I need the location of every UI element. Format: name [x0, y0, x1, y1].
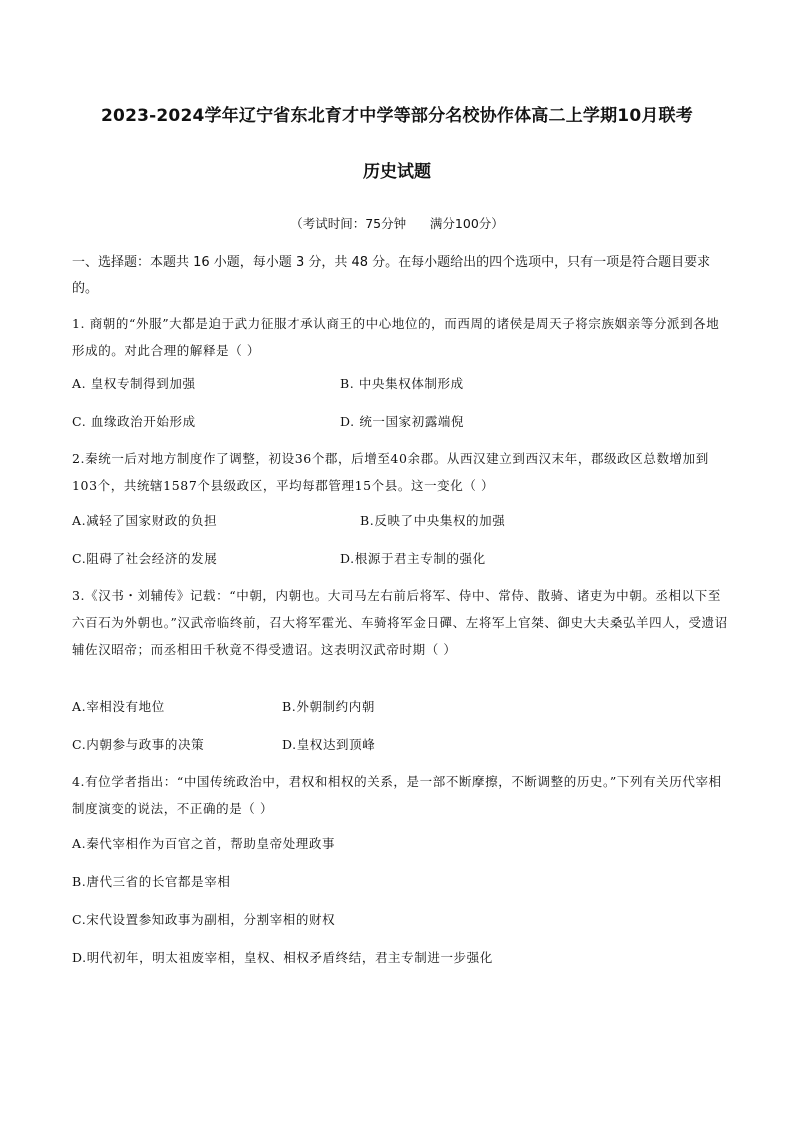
question-1-stem: 1. 商朝的“外服”大都是迫于武力征服才承认商王的中心地位的，而西周的诸侯是周天子将宗族姻亲等分派到各地形成的。对此合理的解释是（ ） [72, 316, 720, 358]
question-4-option-d: D.明代初年，明太祖废宰相，皇权、相权矛盾终结，君主专制进一步强化 [72, 950, 493, 965]
question-1-option-d: D. 统一国家初露端倪 [340, 414, 465, 429]
document-title: 2023-2024学年辽宁省东北育才中学等部分名校协作体高二上学期10月联考 [101, 106, 693, 126]
question-1-option-b: B. 中央集权体制形成 [340, 376, 464, 391]
question-1-option-c: C. 血缘政治开始形成 [72, 414, 196, 429]
question-2-stem: 2.秦统一后对地方制度作了调整，初设36个郡，后增至40余郡。从西汉建立到西汉末年，郡级政区总数增加到103个，共统辖1587个县级政区，平均每郡管理15个县。这一变化（ ） [72, 451, 709, 493]
question-2-option-a: A.减轻了国家财政的负担 [72, 513, 218, 528]
question-4-option-a: A.秦代宰相作为百官之首，帮助皇帝处理政事 [72, 836, 336, 851]
question-4-option-b: B.唐代三省的长官都是宰相 [72, 874, 231, 889]
question-3-option-c: C.内朝参与政事的决策 [72, 737, 205, 752]
question-2-option-d: D.根源于君主专制的强化 [340, 551, 486, 566]
exam-info: （考试时间：75分钟 满分100分） [290, 216, 504, 231]
question-4-option-c: C.宋代设置参知政事为副相，分割宰相的财权 [72, 912, 336, 927]
question-3-stem: 3.《汉书・刘辅传》记载：“中朝，内朝也。大司马左右前后将军、侍中、常侍、散骑、诸吏为中朝。丞相以下至六百石为外朝也。”汉武帝临终前，召大将军霍光、车骑将军金日磾、左将军上官桀、御史大夫桑弘羊四人，受遗诏辅佐汉昭帝；而丞相田千秋竟不得受遗诏。这表明汉武帝时期（ ） [72, 588, 728, 657]
question-1-option-a: A. 皇权专制得到加强 [72, 376, 196, 391]
question-2-option-c: C.阻碍了社会经济的发展 [72, 551, 218, 566]
question-3-option-d: D.皇权达到顶峰 [282, 737, 376, 752]
question-3-option-a: A.宰相没有地位 [72, 699, 165, 714]
question-3-option-b: B.外朝制约内朝 [282, 699, 375, 714]
document-subtitle: 历史试题 [363, 162, 431, 182]
section-instructions: 一、选择题：本题共 16 小题，每小题 3 分，共 48 分。在每小题给出的四个选项中，只有一项是符合题目要求的。 [72, 255, 711, 296]
question-2-option-b: B.反映了中央集权的加强 [360, 513, 506, 528]
question-4-stem: 4.有位学者指出：“中国传统政治中，君权和相权的关系，是一部不断摩擦，不断调整的历史。”下列有关历代宰相制度演变的说法，不正确的是（ ） [72, 774, 722, 816]
